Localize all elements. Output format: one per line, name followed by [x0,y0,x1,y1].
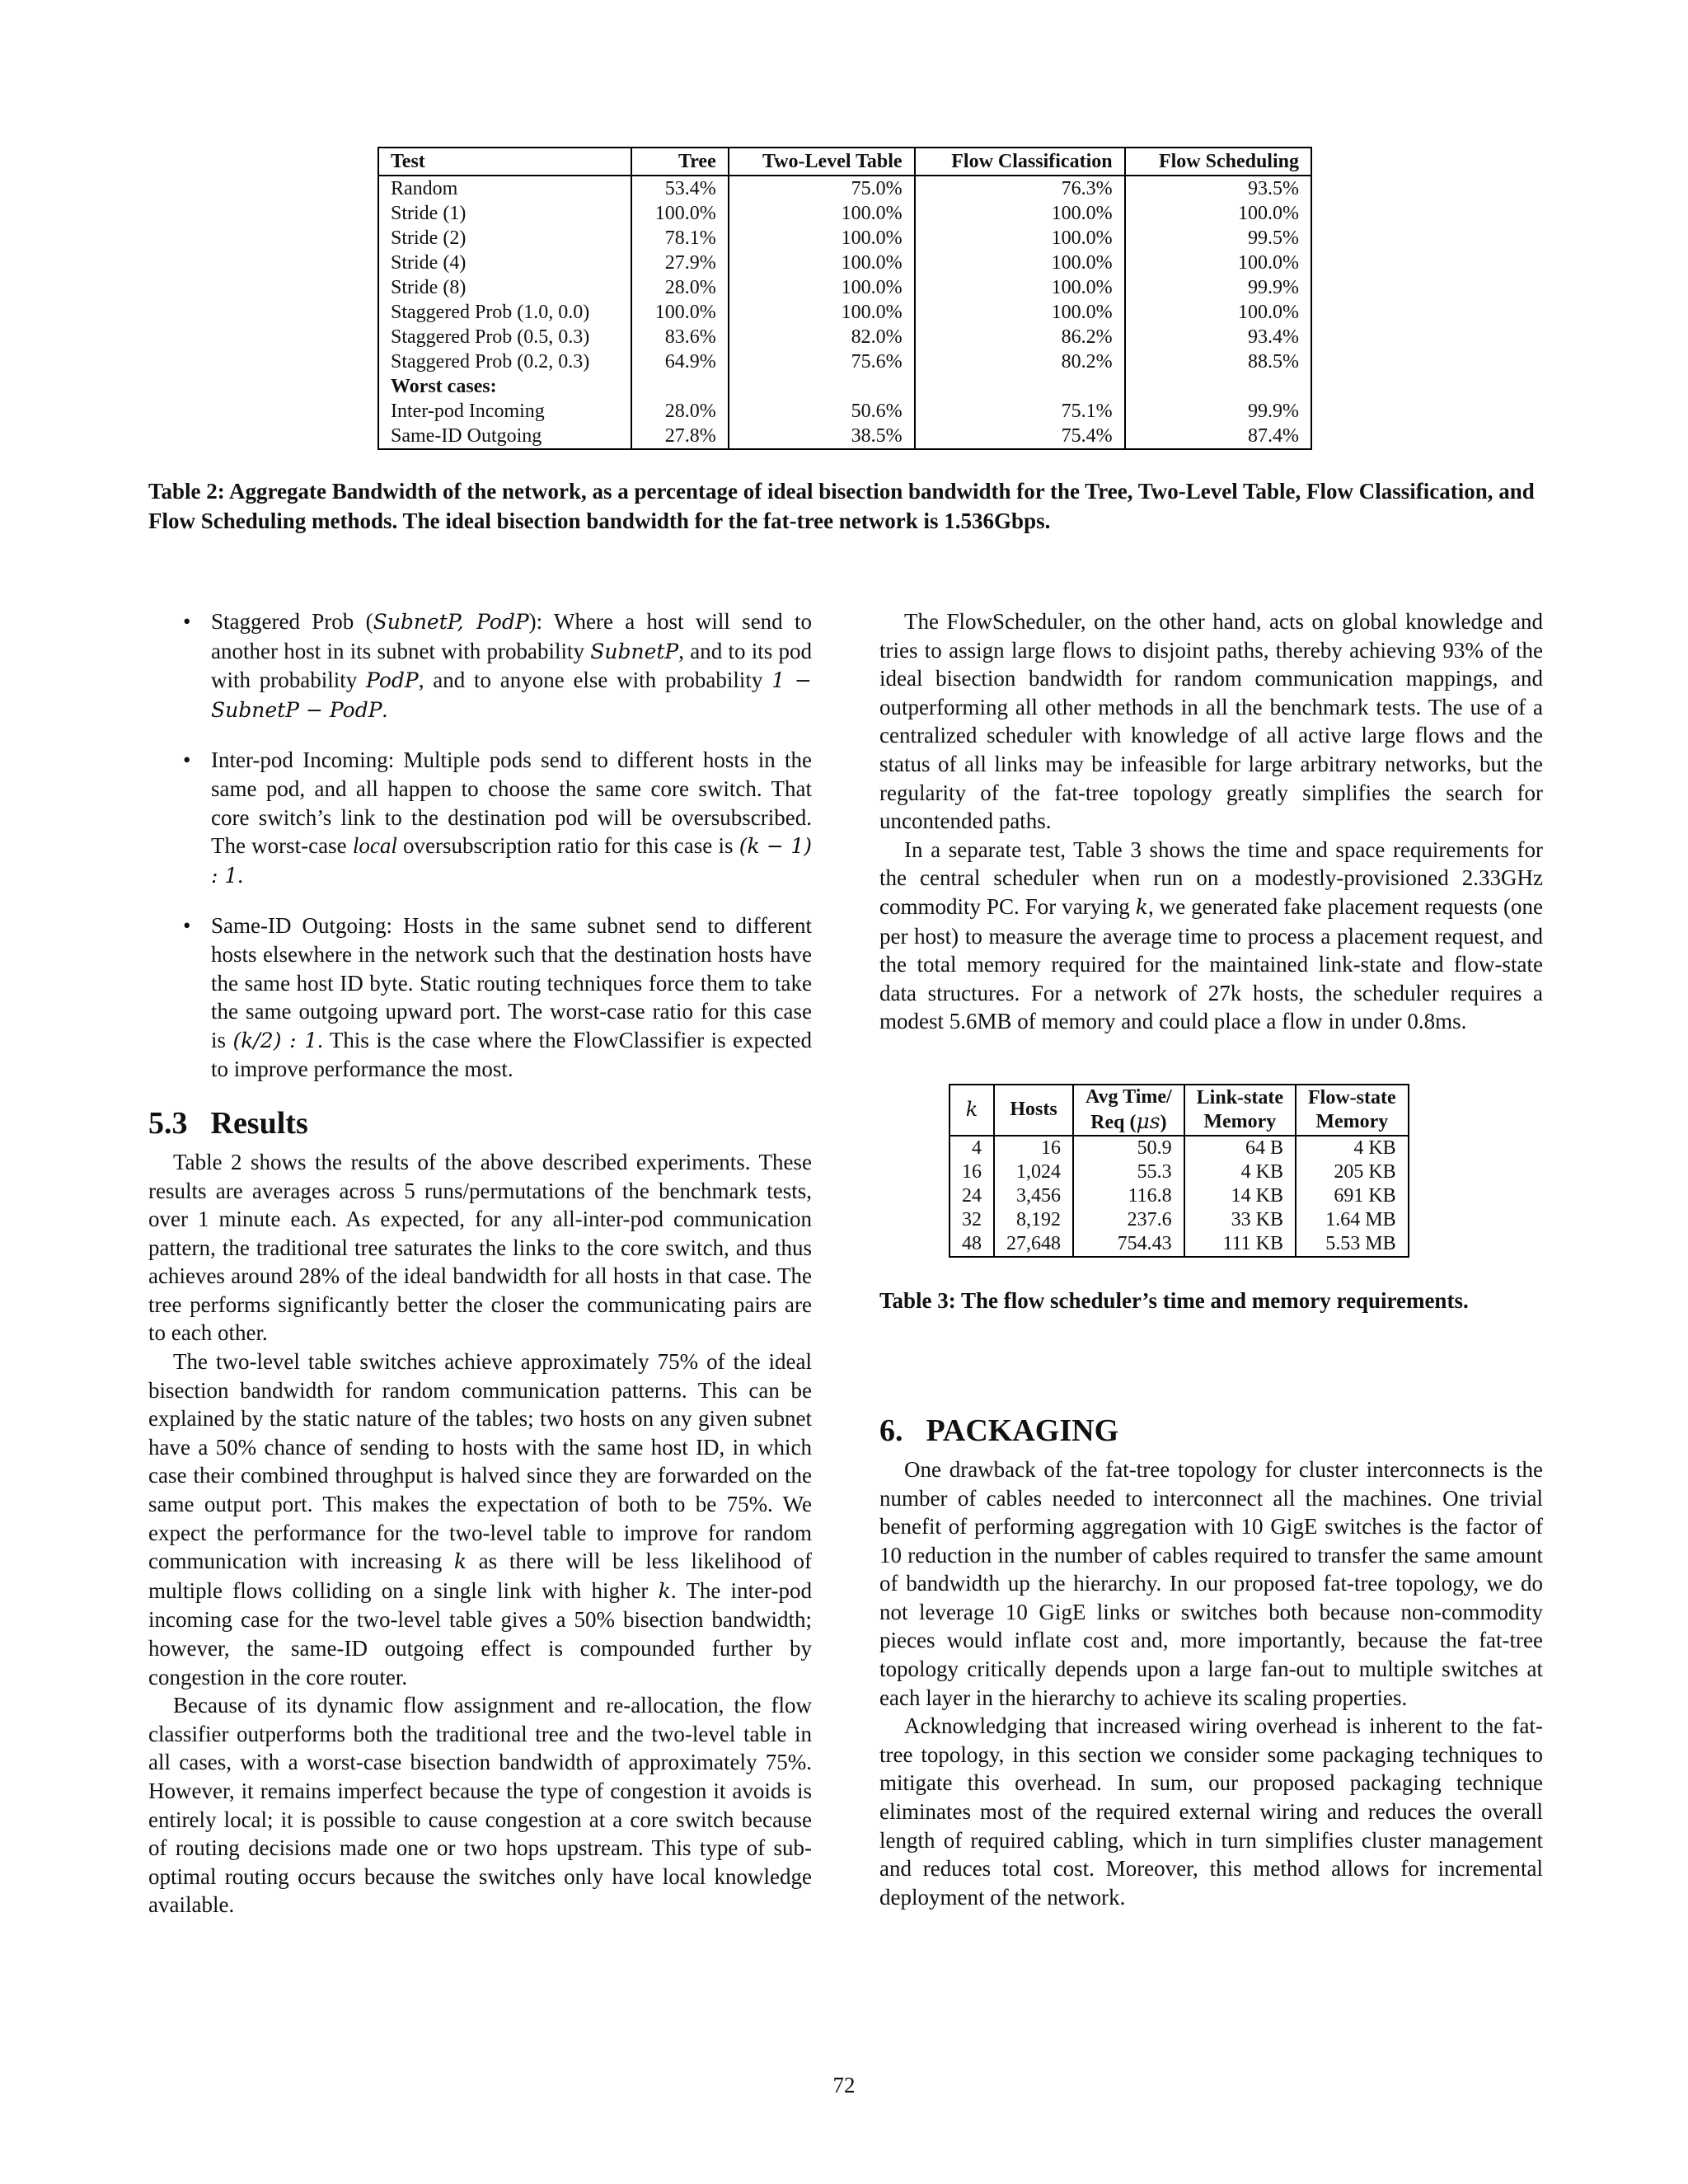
table-cell: 75.4% [915,424,1125,449]
table-cell: 88.5% [1125,349,1311,374]
table-cell: 1.64 MB [1296,1208,1409,1232]
right-column [879,607,1543,1911]
table-2-caption: Table 2: Aggregate Bandwidth of the network, as a percentage of ideal bisection bandwidth for the Tree, Two-Level Table, Flow Classification, and Flow Scheduling methods. The ideal bisection bandwidth for the fat-tree network is 1.536Gbps. [148,479,1535,533]
table-cell: 100.0% [729,251,915,275]
table-3-header-link-state: Link-state Memory [1184,1085,1296,1136]
section-heading-packaging: 6. PACKAGING [879,1413,1119,1448]
table-row [378,325,1311,349]
experiment-bullet-list [148,607,812,1084]
table-2-header-tree: Tree [631,148,729,176]
table-cell: 75.0% [729,176,915,201]
table-cell: Stride (2) [391,227,467,249]
table-cell: 83.6% [631,325,729,349]
table-cell: 4 KB [1184,1160,1296,1184]
table-cell: 28.0% [631,399,729,424]
table-cell: 50.9 [1073,1136,1184,1160]
table-cell: 4 [972,1137,982,1159]
table-3-header-k: k [950,1085,994,1136]
scheduler-paragraph-1: The FlowScheduler, on the other hand, acts on global knowledge and tries to assign large flows to disjoint paths, thereby achieving 93% of the ideal bisection bandwidth for random communication mappings, and outperforming all other methods in all the benchmark tests. The use of a centralized scheduler with knowledge of all active large flows and the status of all links may be infeasible for large arbitrary networks, but the regularity of the fat-tree topology greatly simplifies the search for uncontended paths. [879,609,1543,834]
table-row [378,251,1311,275]
table-cell: 1,024 [994,1160,1073,1184]
table-cell: 53.4% [631,176,729,201]
table-row [378,300,1311,325]
table-cell: 14 KB [1184,1184,1296,1208]
table-cell: 237.6 [1073,1208,1184,1232]
table-row [378,201,1311,226]
table-row [950,1160,1409,1184]
table-cell: 82.0% [729,325,915,349]
table-cell: 16 [994,1136,1073,1160]
scheduler-paragraph-2: In a separate test, Table 3 shows the time and space requirements for the central scheduler when run on a modestly-provisioned 2.33GHz commodity PC. For varying k, we generated fake placement requests (one per host) to measure the average time to process a placement request, and the total memory required for the maintained link-state and flow-state data structures. For a network of 27k hosts, the scheduler requires a modest 5.6MB of memory and could place a flow in under 0.8ms. [879,837,1543,1034]
table-cell: Stride (1) [391,203,467,224]
table-3-header-hosts: Hosts [994,1085,1073,1136]
table-cell: 87.4% [1125,424,1311,449]
table-row [378,226,1311,251]
table-cell: 100.0% [915,201,1125,226]
table-3-header-avg-time: Avg Time/ Req (μs) [1073,1085,1184,1136]
table-cell: 100.0% [631,201,729,226]
table-cell: 24 [962,1184,982,1207]
table-cell: 116.8 [1073,1184,1184,1208]
table-cell: Random [391,178,458,199]
table-cell: 99.9% [1125,399,1311,424]
table-3-body [950,1136,1409,1257]
table-cell: 27.9% [631,251,729,275]
table-3 [949,1084,1409,1258]
table-cell: 64 B [1184,1136,1296,1160]
table-cell: 99.9% [1125,275,1311,300]
table-cell: Staggered Prob (1.0, 0.0) [391,302,590,323]
table-3-header-row [950,1085,1409,1136]
table-cell: 28.0% [631,275,729,300]
table-cell: 75.1% [915,399,1125,424]
table-cell: 27.8% [631,424,729,449]
table-cell: 754.43 [1073,1232,1184,1257]
table-cell: 100.0% [1125,201,1311,226]
table-row [378,399,1311,424]
list-item-same-id-outgoing: • Same-ID Outgoing: Hosts in the same subnet send to different hosts elsewhere in the network such that the destination hosts have the same host ID byte. Static routing techniques force them to take the same outgoing upward port. The worst-case ratio for this case is (k/2) : 1. This is the case where the FlowClassifier is expected to improve performance the most. [183,913,812,1082]
table-cell: 80.2% [915,349,1125,374]
table-cell: 33 KB [1184,1208,1296,1232]
packaging-paragraph-1: One drawback of the fat-tree topology for cluster interconnects is the number of cables needed to interconnect all the machines. One trivial benefit of performing aggregation with 10 GigE switches is the factor of 10 reduction in the number of cables required to transfer the same amount of bandwidth up the hierarchy. In our proposed fat-tree topology, we do not leverage 10 GigE links or switches both because non-commodity pieces would inflate cost and, more importantly, because the fat-tree topology critically depends upon a large fan-out to multiple switches at each layer in the hierarchy to achieve its scaling properties. [879,1456,1543,1710]
table-cell: 100.0% [1125,251,1311,275]
table-cell: 32 [962,1208,982,1230]
list-item-staggered-prob: • Staggered Prob (SubnetP, PodP): Where a host will send to another host in its subnet with probability SubnetP, and to its pod with probability PodP, and to anyone else with probability 1 − SubnetP − PodP. [183,609,812,722]
table-cell: 99.5% [1125,226,1311,251]
table-cell: 64.9% [631,349,729,374]
table-2-header-row [378,148,1311,176]
table-row [950,1232,1409,1257]
table-2 [377,147,1312,450]
table-cell: 3,456 [994,1184,1073,1208]
table-cell: 93.5% [1125,176,1311,201]
worst-cases-label: Worst cases: [391,376,497,397]
table-cell: 8,192 [994,1208,1073,1232]
table-cell: 16 [962,1160,982,1183]
results-paragraph-2: The two-level table switches achieve approximately 75% of the ideal bisection bandwidth for random communication patterns. This can be explained by the static nature of the tables; two hosts on any given subnet have a 50% chance of sending to hosts with the same host ID, in which case their combined throughput is halved since they are forwarded on the same output port. This makes the expectation of both to be 75%. We expect the performance for the two-level table to improve for random communication with increasing k as there will be less likelihood of multiple flows colliding on a single link with higher k. The inter-pod incoming case for the two-level table gives a 50% bisection bandwidth; however, the same-ID outgoing effect is compounded further by congestion in the core router. [148,1349,813,1690]
table-cell: 27,648 [994,1232,1073,1257]
table-row [378,424,1311,449]
table-cell: 100.0% [915,275,1125,300]
bullet-icon: • [183,748,191,773]
table-cell: 48 [962,1232,982,1254]
table-cell: 205 KB [1296,1160,1409,1184]
list-item-inter-pod-incoming: • Inter-pod Incoming: Multiple pods send to different hosts in the same pod, and all happen to choose the same core switch. That core switch’s link to the destination pod will be oversubscribed. The worst-case local oversubscription ratio for this case is (k − 1) : 1. [183,748,812,888]
left-column [148,607,812,1919]
table-3-caption: Table 3: The flow scheduler’s time and memory requirements. [879,1287,1469,1313]
table-cell: Stride (4) [391,252,467,274]
table-cell: 100.0% [915,300,1125,325]
table-cell: 100.0% [915,251,1125,275]
table-2-header-two-level: Two-Level Table [729,148,915,176]
table-3-header-flow-state: Flow-state Memory [1296,1085,1409,1136]
table-cell: Stride (8) [391,277,467,298]
results-paragraph-3: Because of its dynamic flow assignment and re-allocation, the flow classifier outperforms both the traditional tree and the two-level table in all cases, with a worst-case bisection bandwidth of approximately 75%. However, it remains imperfect because the type of congestion it avoids is entirely local; it is possible to cause congestion at a core switch because of routing decisions made one or two hops upstream. This type of sub-optimal routing occurs because the switches only have local knowledge available. [148,1693,812,1918]
table-2-header-flow-classification: Flow Classification [915,148,1125,176]
table-row [950,1208,1409,1232]
table-cell: 55.3 [1073,1160,1184,1184]
table-2-body [378,176,1311,449]
table-cell: 5.53 MB [1296,1232,1409,1257]
table-cell: Staggered Prob (0.2, 0.3) [391,351,590,373]
table-cell: 111 KB [1184,1232,1296,1257]
table-cell: 691 KB [1296,1184,1409,1208]
table-cell: 86.2% [915,325,1125,349]
table-row [378,275,1311,300]
table-cell: 50.6% [729,399,915,424]
table-cell: 93.4% [1125,325,1311,349]
bullet-icon: • [183,913,191,939]
table-cell: Inter-pod Incoming [391,401,545,422]
table-cell: Same-ID Outgoing [391,425,542,447]
table-cell: Staggered Prob (0.5, 0.3) [391,326,590,348]
packaging-paragraph-2: Acknowledging that increased wiring overhead is inherent to the fat-tree topology, in this section we consider some packaging techniques to mitigate this overhead. In sum, our proposed packaging technique eliminates most of the required external wiring and reduces the overall length of required cabling, which in turn simplifies cluster management and reduces total cost. Moreover, this method allows for incremental deployment of the network. [879,1713,1543,1910]
table-cell: 100.0% [729,201,915,226]
table-row [950,1136,1409,1160]
section-heading-results: 5.3 Results [148,1105,308,1141]
table-row [378,176,1311,201]
table-row [950,1184,1409,1208]
table-cell: 38.5% [729,424,915,449]
bullet-icon: • [183,609,191,634]
table-2-header-flow-scheduling: Flow Scheduling [1125,148,1311,176]
table-cell: 78.1% [631,226,729,251]
table-2-header-test: Test [378,148,631,176]
page-number: 72 [832,2073,856,2097]
table-cell: 100.0% [631,300,729,325]
table-cell: 100.0% [729,275,915,300]
table-cell: 100.0% [729,300,915,325]
table-cell: 4 KB [1296,1136,1409,1160]
table-row [378,349,1311,374]
table-cell: 76.3% [915,176,1125,201]
table-row-worst-cases-label [378,374,1311,399]
table-cell: 75.6% [729,349,915,374]
table-cell: 100.0% [915,226,1125,251]
results-paragraph-1: Table 2 shows the results of the above described experiments. These results are averages across 5 runs/permutations of the benchmark tests, over 1 minute each. As expected, for any all-inter-pod communication pattern, the traditional tree saturates the links to the core switch, and thus achieves around 28% of the ideal bandwidth for all hosts in that case. The tree performs significantly better the closer the communicating pairs are to each other. [148,1149,812,1346]
table-cell: 100.0% [729,226,915,251]
table-cell: 100.0% [1125,300,1311,325]
